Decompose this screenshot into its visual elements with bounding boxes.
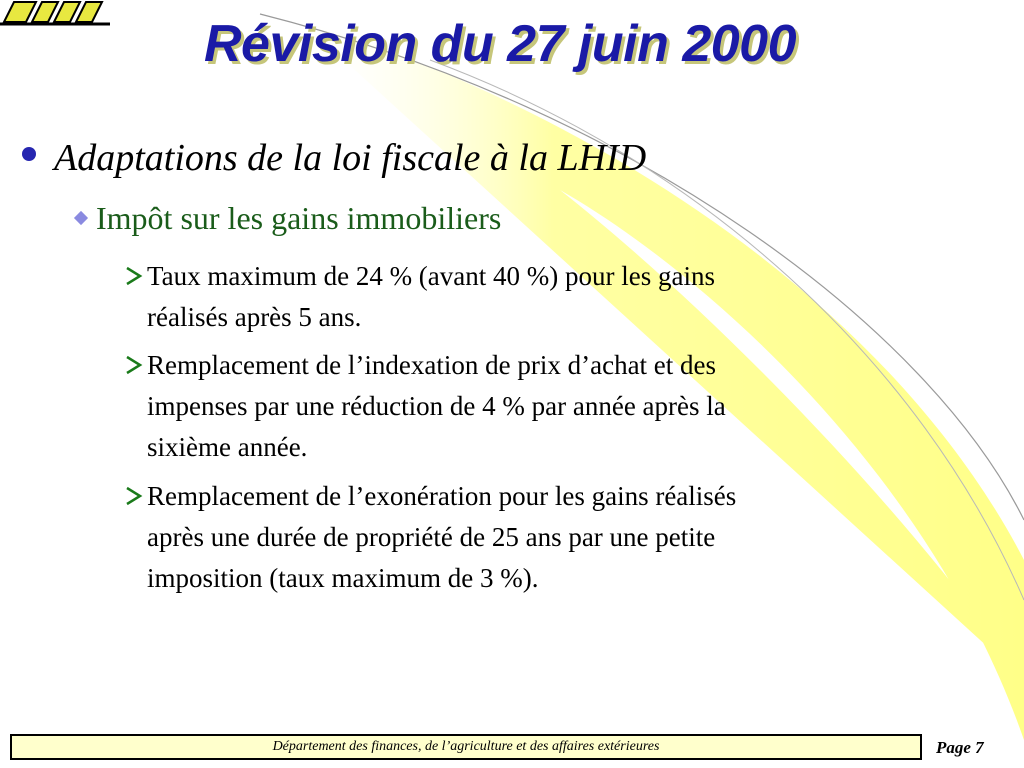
bullet-line: après une durée de propriété de 25 ans par une petite	[147, 522, 716, 552]
arrow-bullet-icon	[124, 485, 144, 507]
bullet-line: Taux maximum de 24 % (avant 40 %) pour les gains	[147, 261, 715, 291]
bullet-level3-item	[124, 476, 984, 599]
bullet-level2-text: Impôt sur les gains immobiliers	[96, 200, 502, 236]
bullet-level3-item	[124, 345, 984, 468]
bullet-level3-item	[124, 256, 984, 338]
bullet-line: imposition (taux maximum de 3 %).	[147, 563, 539, 593]
bullet-line: Remplacement de l’indexation de prix d’achat et des	[147, 350, 717, 380]
bullet-level1-text: Adaptations de la loi fiscale à la LHID	[54, 137, 647, 179]
bullet-line: réalisés après 5 ans.	[147, 302, 362, 332]
bullet-line: impenses par une réduction de 4 % par année après la	[147, 391, 726, 421]
arrow-bullet-icon	[124, 354, 144, 376]
page-number: Page 7	[936, 738, 984, 757]
arrow-bullet-icon	[124, 265, 144, 287]
bullet-line: sixième année.	[147, 432, 308, 462]
slide-title: Révision du 27 juin 2000	[204, 15, 796, 73]
bullet-line: Remplacement de l’exonération pour les gains réalisés	[147, 481, 737, 511]
round-bullet-icon	[22, 147, 36, 161]
bullet-level2	[72, 200, 932, 237]
bullet-level1	[22, 136, 922, 180]
diamond-bullet-icon	[74, 211, 88, 225]
footer-department: Département des finances, de l’agriculture et des affaires extérieures	[10, 734, 922, 760]
